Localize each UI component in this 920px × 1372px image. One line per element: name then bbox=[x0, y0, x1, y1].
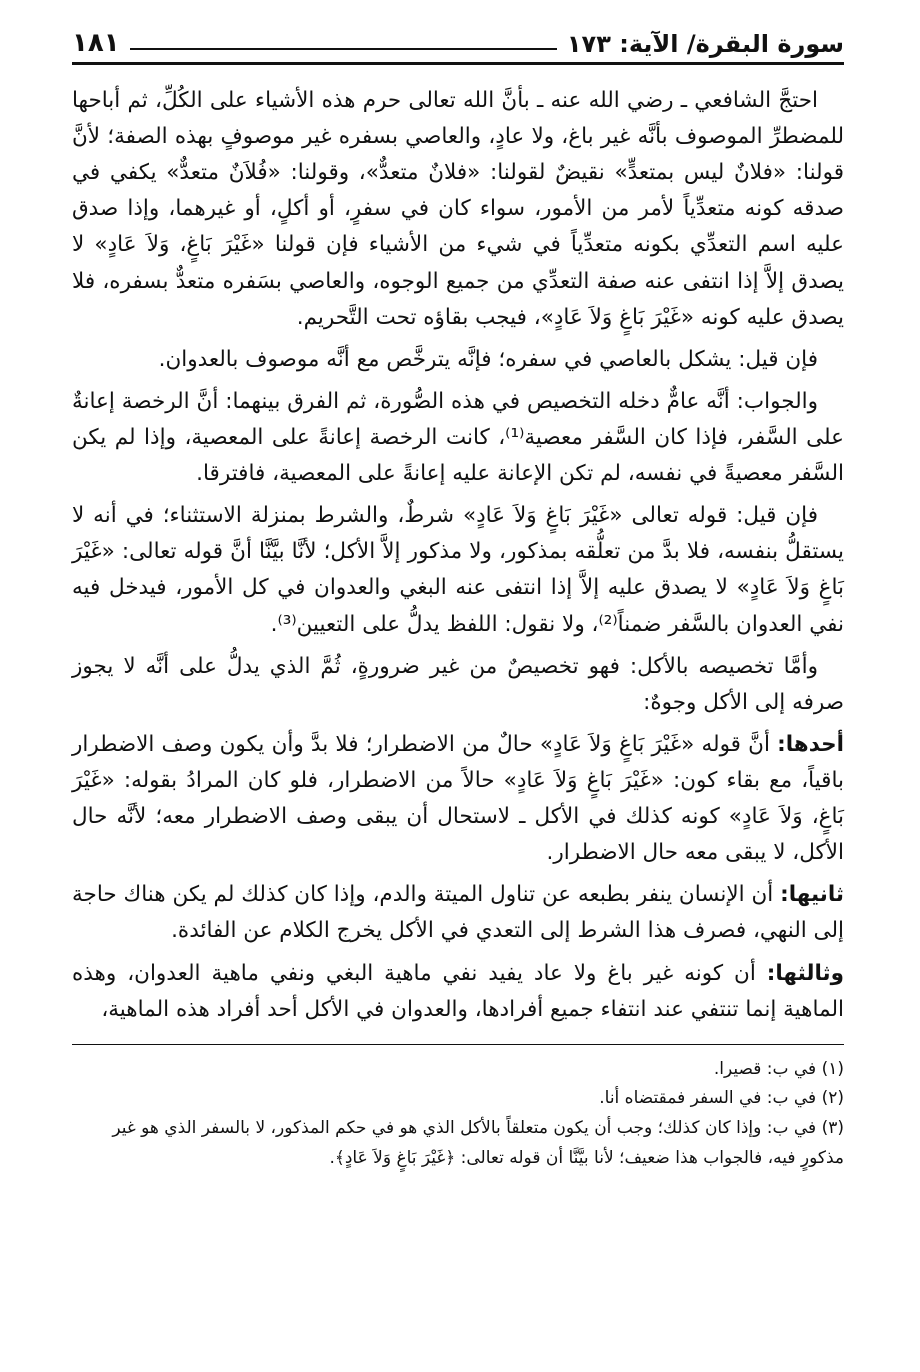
point-paragraph bbox=[72, 877, 844, 949]
header-rule bbox=[130, 48, 557, 50]
running-header bbox=[72, 28, 844, 65]
paragraph: فإن قيل: يشكل بالعاصي في سفره؛ فإنَّه يترخَّص مع أنَّه موصوف بالعدوان. bbox=[158, 346, 818, 372]
point-lead: أحدها: bbox=[777, 731, 844, 757]
point-paragraph bbox=[72, 956, 844, 1028]
footnote: (٣) في ب: وإذا كان كذلك؛ وجب أن يكون متعلقاً بالأكل الذي هو في حكم المذكور، لا بالسفر الذي هو غير مذكورٍ فيه، فالجواب هذا ضعيف؛ لأنا بيَّنَّا أن قوله تعالى: ﴿غَيْرَ بَاغٍ وَلاَ عَادٍ﴾. bbox=[112, 1118, 844, 1168]
footnote: (٢) في ب: في السفر فمقتضاه أنا. bbox=[599, 1088, 844, 1109]
main-text bbox=[72, 83, 844, 1028]
footnote: (١) في ب: قصيرا. bbox=[713, 1058, 844, 1079]
point-text: أنَّ قوله «غَيْرَ بَاغٍ وَلاَ عَادٍ» حالٌ من الاضطرار؛ فلا بدَّ وأن يكون وصف الاضطرار باقياً، مع بقاء كون: «غَيْرَ بَاغٍ وَلاَ عَادٍ» حالاً من الاضطرار، فلو كان المرادُ بقوله: «غَيْرَ بَاغٍ، وَلاَ عَادٍ» كونه كذلك في الأكل ـ لاستحال أن يبقى وصف الاضطرار معه؛ لأنَّه حال الأكل، لا يبقى معه حال الاضطرار. bbox=[72, 731, 844, 866]
page-number: ١٨١ bbox=[72, 28, 120, 58]
paragraph: والجواب: أنَّه عامٌّ دخله التخصيص في هذه الصُّورة، ثم الفرق بينهما: أنَّ الرخصة إعانةٌ على السَّفر، فإذا كان السَّفر معصية⁽¹⁾، كانت الرخصة إعانةً على المعصية، وإذا لم يكن السَّفر معصيةً في نفسه، لم تكن الإعانة عليه إعانةً على المعصية، فافترقا. bbox=[72, 388, 844, 487]
surah-verse-title: سورة البقرة/ الآية: ١٧٣ bbox=[566, 30, 844, 58]
paragraph: احتجَّ الشافعي ـ رضي الله عنه ـ بأنَّ الله تعالى حرم هذه الأشياء على الكُلِّ، ثم أباحها للمضطرِّ الموصوف بأنَّه غير باغ، ولا عادٍ، والعاصي بسفره غير موصوفٍ بهذه الصفة؛ لأنَّ قولنا: «فلانٌ ليس بمتعدٍّ» نقيضٌ لقولنا: «فلانٌ متعدٌّ»، وقولنا: «فُلاَنٌ متعدٌّ» يكفي في صدقه كونه متعدِّياً لأمر من الأمور، سواء كان في سفرٍ، أو أكلٍ، أو غيرهما، وإذا صدق عليه اسم التعدِّي بكونه متعدِّياً في شيء من الأشياء فإن قولنا «غَيْرَ بَاغٍ، وَلاَ عَادٍ» لا يصدق إلاَّ إذا انتفى عنه صفة التعدِّي من جميع الوجوه، والعاصي بسَفره متعدٌّ بسفره، فلا يصدق عليه كونه «غَيْرَ بَاغٍ وَلاَ عَادٍ»، فيجب بقاؤه تحت التَّحريم. bbox=[72, 88, 844, 330]
footnotes bbox=[72, 1055, 844, 1174]
point-text: أن الإنسان ينفر بطبعه عن تناول الميتة والدم، وإذا كان كذلك لم يكن هناك حاجة إلى النهي، فصرف هذا الشرط إلى التعدي في الأكل يخرج الكلام عن الفائدة. bbox=[72, 882, 844, 944]
paragraph: فإن قيل: قوله تعالى «غَيْرَ بَاغٍ وَلاَ عَادٍ» شرطٌ، والشرط بمنزلة الاستثناء؛ في أنه لا يستقلُّ بنفسه، فلا بدَّ من تعلُّقه بمذكور، ولا مذكور إلاَّ الأكل؛ لأنَّا بيَّنَّا أنَّ قوله تعالى: «غَيْرَ بَاغٍ وَلاَ عَادٍ» لا يصدق عليه إلاَّ إذا انتفى عنه البغي والعدوان في كل الأمور، فيدخل فيه نفي العدوان بالسَّفر ضمناً⁽²⁾، ولا نقول: اللفظ يدلُّ على التعيين⁽³⁾. bbox=[72, 503, 844, 637]
paragraph: وأمَّا تخصيصه بالأكل: فهو تخصيصٌ من غير ضرورةٍ، ثُمَّ الذي يدلُّ على أنَّه لا يجوز صرفه إلى الأكل وجوهٌ: bbox=[72, 653, 844, 715]
point-text: أن كونه غير باغ ولا عاد يفيد نفي ماهية البغي ونفي ماهية العدوان، وهذه الماهية إنما تنتفي عند انتفاء جميع أفرادها، والعدوان في الأكل أحد أفراد هذه الماهية، bbox=[72, 960, 844, 1022]
point-paragraph bbox=[72, 727, 844, 871]
point-lead: وثالثها: bbox=[766, 960, 844, 986]
point-lead: ثانيها: bbox=[780, 882, 844, 908]
footnote-separator bbox=[72, 1044, 844, 1045]
